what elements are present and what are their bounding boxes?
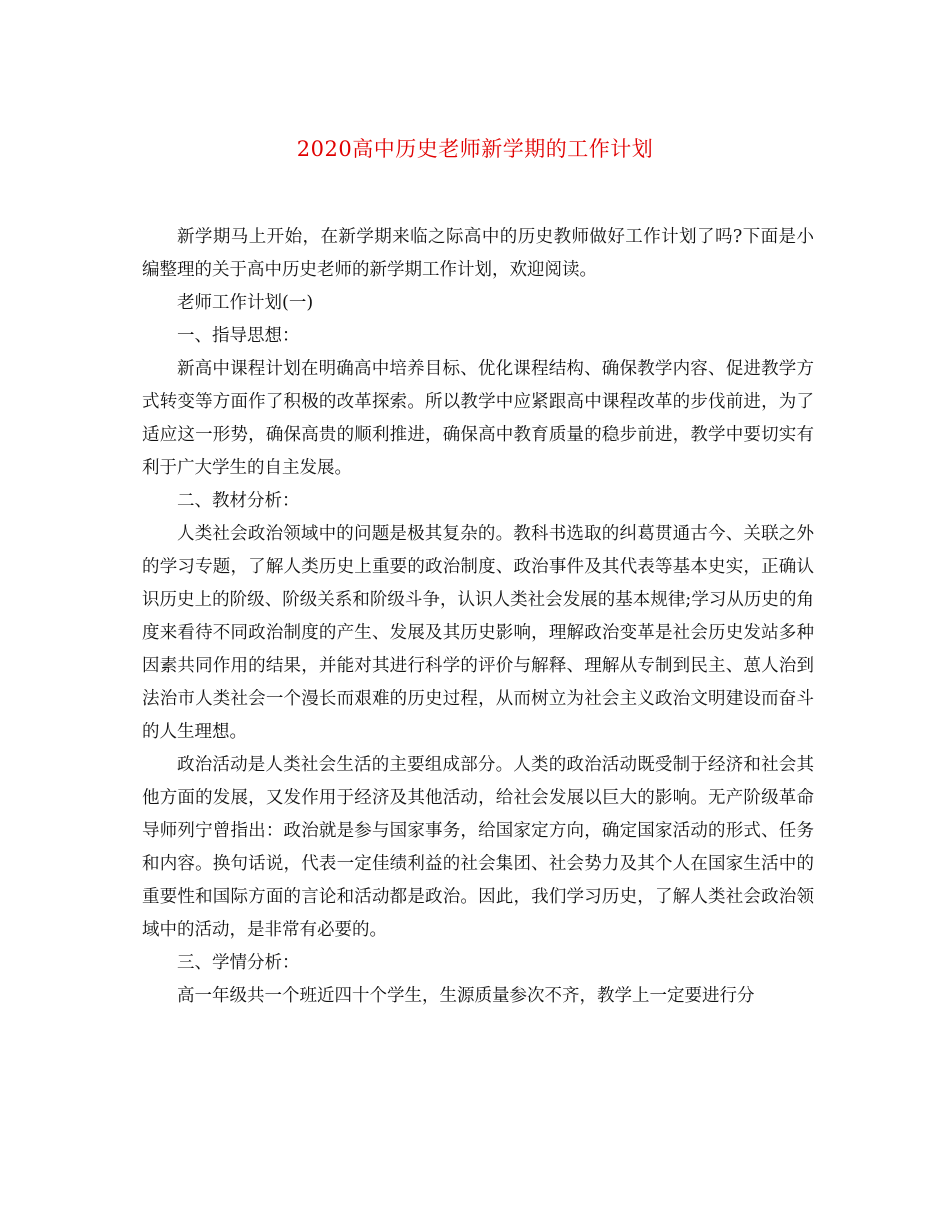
- paragraph-political-activity: 政治活动是人类社会生活的主要组成部分。人类的政治活动既受制于经济和社会其他方面的发展，又发作用于经济及其他活动，给社会发展以巨大的影响。无产阶级革命导师列宁曾指出：政治就是参与国家事务，给国家定方向，确定国家活动的形式、任务和内容。换句话说，代表一定佳绩利益的社会集团、社会势力及其个人在国家生活中的重要性和国际方面的言论和活动都是政治。因此，我们学习历史，了解人类社会政治领域中的活动，是非常有必要的。: [142, 755, 814, 940]
- section-heading-textbook-analysis: 二、教材分析：: [177, 491, 300, 511]
- document-body: [142, 221, 814, 1013]
- document-title: 2020高中历史老师新学期的工作计划: [296, 137, 654, 161]
- plan-heading: 老师工作计划(一): [177, 293, 314, 313]
- paragraph-textbook-analysis: 人类社会政治领域中的问题是极其复杂的。教科书选取的纠葛贯通古今、关联之外的学习专题，了解人类历史上重要的政治制度、政治事件及其代表等基本史实，正确认识历史上的阶级、阶级关系和阶级斗争，认识人类社会发展的基本规律;学习从历史的角度来看待不同政治制度的产生、发展及其历史影响，理解政治变革是社会历史发站多种因素共同作用的结果，并能对其进行科学的评价与解释、理解从专制到民主、葸人治到法治市人类社会一个漫长而艰难的历史过程，从而树立为社会主义政治文明建设而奋斗的人生理想。: [142, 524, 814, 742]
- intro-paragraph: 新学期马上开始，在新学期来临之际高中的历史教师做好工作计划了吗?下面是小编整理的关于高中历史老师的新学期工作计划，欢迎阅读。: [142, 227, 814, 280]
- section-heading-guiding-thought: 一、指导思想：: [177, 326, 300, 346]
- paragraph-student-analysis: 高一年级共一个班近四十个学生，生源质量参次不齐，教学上一定要进行分: [177, 986, 755, 1006]
- section-heading-student-analysis: 三、学情分析：: [177, 953, 300, 973]
- paragraph-guiding-thought: 新高中课程计划在明确高中培养目标、优化课程结构、确保教学内容、促进教学方式转变等方面作了积极的改革探索。所以教学中应紧跟高中课程改革的步伐前进，为了适应这一形势，确保高贵的顺利推进，确保高中教育质量的稳步前进，教学中要切实有利于广大学生的自主发展。: [142, 359, 814, 478]
